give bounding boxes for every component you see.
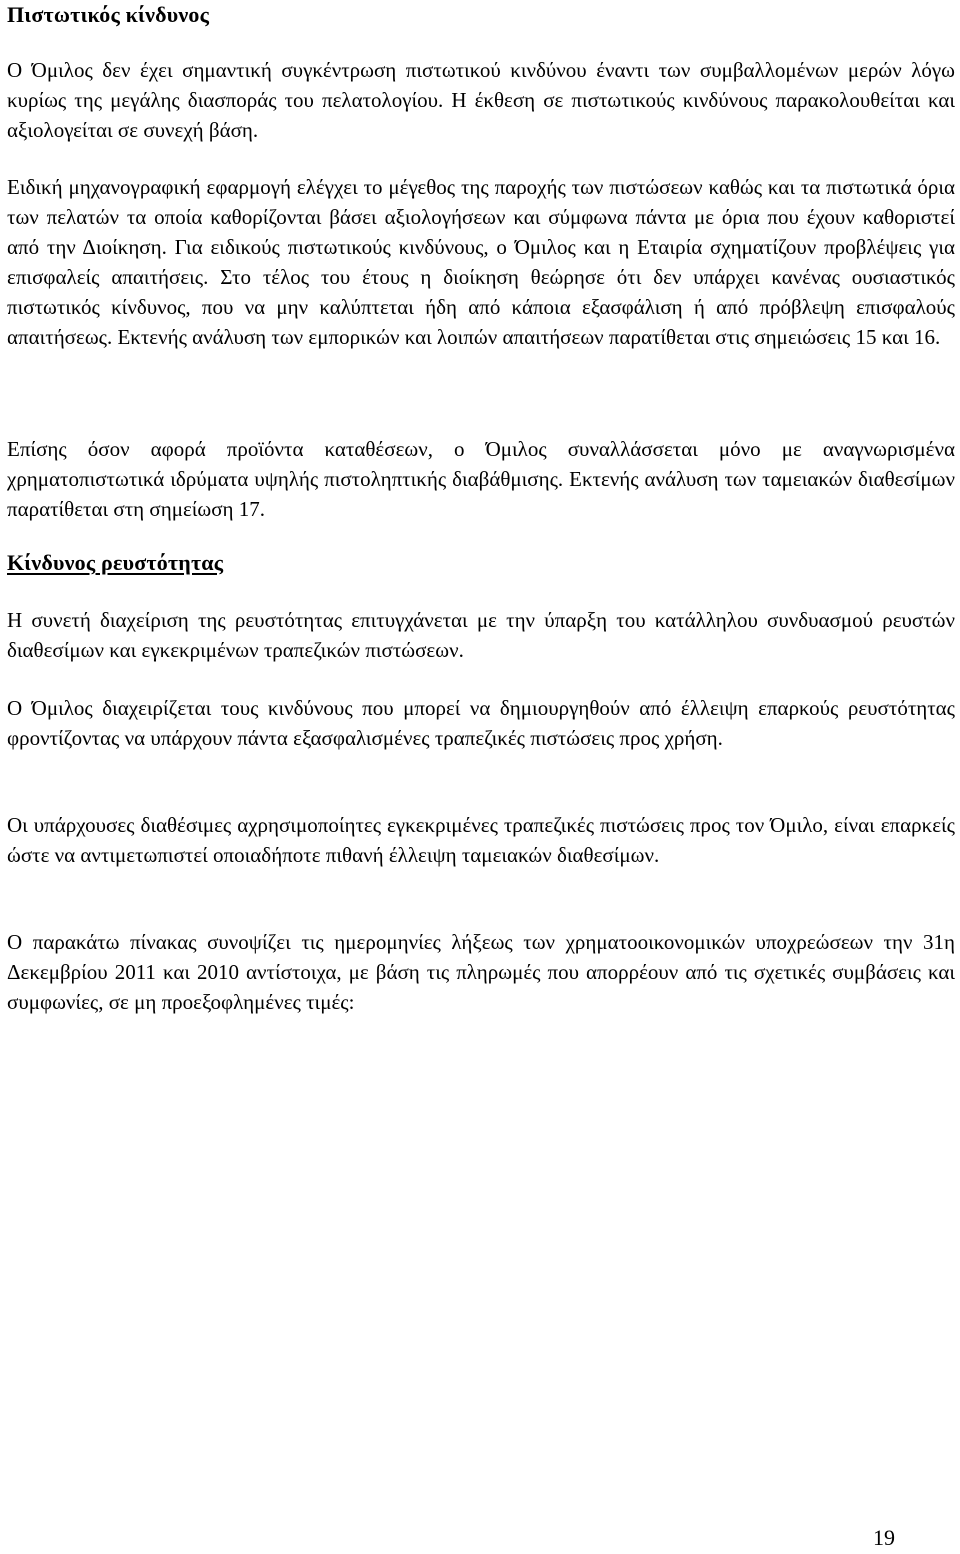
credit-risk-paragraph-3: Επίσης όσον αφορά προϊόντα καταθέσεων, ο Όμιλος συναλλάσσεται μόνο με αναγνωρισμένα χρηματοπιστωτικά ιδρύματα υψηλής πιστοληπτικής διαβάθμισης. Εκτενής ανάλυση των ταμειακών διαθεσίμων παρατίθεται στη σημείωση 17.: [7, 437, 955, 521]
credit-risk-paragraph-2: Ειδική μηχανογραφική εφαρμογή ελέγχει το μέγεθος της παροχής των πιστώσεων καθώς και τα πιστωτικά όρια των πελατών τα οποία καθορίζονται βάσει αξιολογήσεων και σύμφωνα πάντα με όρια που έχουν καθοριστεί από την Διοίκηση. Για ειδικούς πιστωτικούς κινδύνους, ο Όμιλος και η Εταιρία σχηματίζουν προβλέψεις για επισφαλείς απαιτήσεις. Στο τέλος του έτους η διοίκηση θεώρησε ότι δεν υπάρχει κανένας ουσιαστικός πιστωτικός κίνδυνος, που να μην καλύπτεται ήδη από κάποια εξασφάλιση ή από πρόβλεψη επισφαλούς απαιτήσεως. Εκτενής ανάλυση των εμπορικών και λοιπών απαιτήσεων παρατίθεται στις σημειώσεις 15 και 16.: [7, 175, 955, 349]
liquidity-risk-paragraph-1: Η συνετή διαχείριση της ρευστότητας επιτυγχάνεται με την ύπαρξη του κατάλληλου συνδυασμού ρευστών διαθεσίμων και εγκεκριμένων τραπεζικών πιστώσεων.: [7, 608, 955, 662]
liquidity-risk-paragraph-4: Ο παρακάτω πίνακας συνοψίζει τις ημερομηνίες λήξεως των χρηματοοικονομικών υποχρεώσεων την 31η Δεκεμβρίου 2011 και 2010 αντίστοιχα, με βάση τις πληρωμές που απορρέουν από τις σχετικές συμβάσεις και συμφωνίες, σε μη προεξοφλημένες τιμές:: [7, 930, 955, 1014]
page-number: 19: [873, 1525, 895, 1550]
liquidity-risk-heading: Κίνδυνος ρευστότητας: [7, 550, 224, 575]
credit-risk-heading: Πιστωτικός κίνδυνος: [7, 2, 210, 27]
liquidity-risk-paragraph-3: Οι υπάρχουσες διαθέσιμες αχρησιμοποίητες εγκεκριμένες τραπεζικές πιστώσεις προς τον Όμιλο, είναι επαρκείς ώστε να αντιμετωπιστεί οποιαδήποτε πιθανή έλλειψη ταμειακών διαθεσίμων.: [7, 813, 955, 867]
liquidity-risk-paragraph-2: Ο Όμιλος διαχειρίζεται τους κινδύνους που μπορεί να δημιουργηθούν από έλλειψη επαρκούς ρευστότητας φροντίζοντας να υπάρχουν πάντα εξασφαλισμένες τραπεζικές πιστώσεις προς χρήση.: [7, 696, 955, 750]
credit-risk-paragraph-1: Ο Όμιλος δεν έχει σημαντική συγκέντρωση πιστωτικού κινδύνου έναντι των συμβαλλομένων μερών λόγω κυρίως της μεγάλης διασποράς του πελατολογίου. Η έκθεση σε πιστωτικούς κινδύνους παρακολουθείται και αξιολογείται σε συνεχή βάση.: [7, 58, 955, 142]
